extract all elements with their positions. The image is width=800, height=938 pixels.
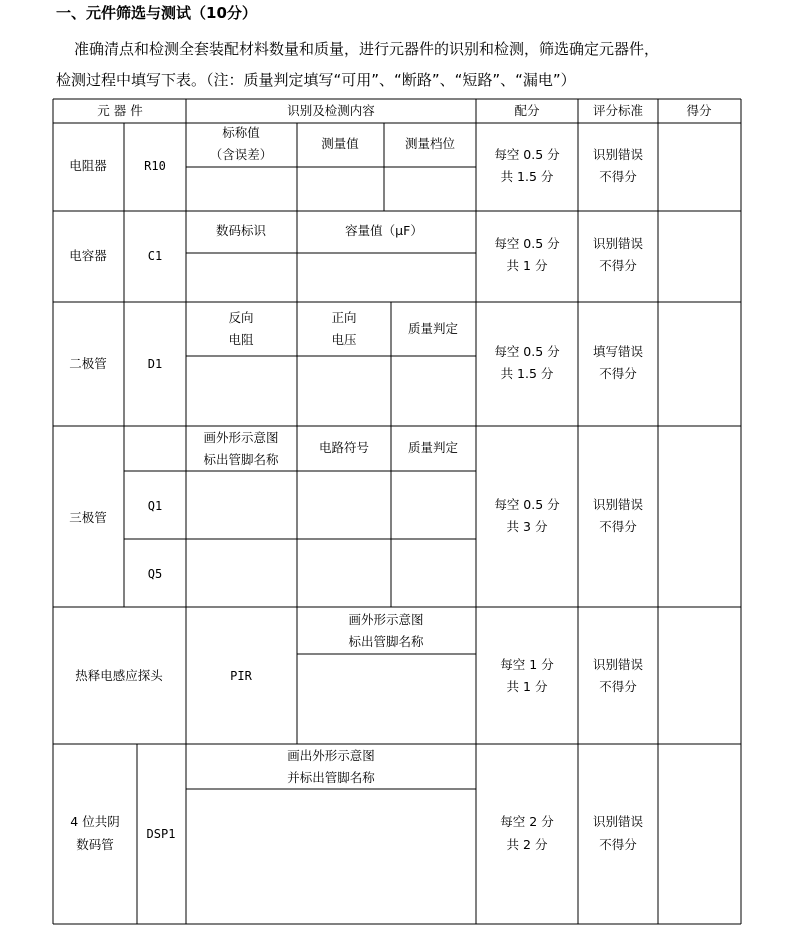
resistor-ref: R10 (144, 159, 166, 173)
header-got: 得分 (686, 103, 712, 118)
transistor-score2: 共 3 分 (506, 519, 548, 534)
pir-score2: 共 1 分 (506, 679, 548, 694)
pir-ref: PIR (230, 669, 252, 683)
instruction-line-2: 检测过程中填写下表。（注：质量判定填写“可用”、“断路”、“短路”、“漏电”） (56, 71, 576, 89)
display-name-1: 4 位共阴 (70, 814, 120, 829)
transistor-crit1: 识别错误 (592, 497, 644, 512)
transistor-col3: 质量判定 (407, 440, 459, 455)
resistor-col3: 测量档位 (404, 136, 456, 151)
pir-col1a: 画外形示意图 (348, 612, 424, 627)
transistor-name: 三极管 (69, 510, 107, 525)
instruction-line-1: 准确清点和检测全套装配材料数量和质量，进行元器件的识别和检测，筛选确定元器件， (74, 40, 660, 58)
header-component: 元 器 件 (97, 103, 143, 118)
diode-crit2: 不得分 (599, 366, 637, 381)
transistor-col2: 电路符号 (318, 440, 370, 455)
capacitor-col2: 容量值（μF） (345, 223, 423, 238)
header-score: 配分 (514, 103, 540, 118)
diode-score1: 每空 0.5 分 (494, 344, 560, 359)
capacitor-col1: 数码标识 (215, 223, 267, 238)
transistor-score1: 每空 0.5 分 (494, 497, 560, 512)
transistor-ref-q1: Q1 (147, 499, 163, 513)
resistor-col1: 标称值 (222, 125, 260, 140)
display-crit1: 识别错误 (592, 814, 644, 829)
transistor-crit2: 不得分 (599, 519, 637, 534)
capacitor-ref: C1 (147, 249, 163, 263)
resistor-name: 电阻器 (69, 158, 107, 173)
display-name-2: 数码管 (76, 837, 114, 852)
display-crit2: 不得分 (599, 837, 637, 852)
resistor-score2: 共 1.5 分 (500, 169, 554, 184)
display-col1b: 并标出管脚名称 (287, 770, 375, 785)
header-criteria: 评分标准 (592, 103, 644, 118)
transistor-col1a: 画外形示意图 (203, 430, 279, 445)
capacitor-score1: 每空 0.5 分 (494, 236, 560, 251)
capacitor-crit1: 识别错误 (592, 236, 644, 251)
resistor-crit1: 识别错误 (592, 147, 644, 162)
display-col1a: 画出外形示意图 (287, 748, 375, 763)
diode-col1b: 电阻 (228, 332, 254, 347)
diode-col2a: 正向 (331, 310, 357, 325)
pir-crit1: 识别错误 (592, 657, 644, 672)
display-ref: DSP1 (146, 827, 176, 841)
pir-score1: 每空 1 分 (500, 657, 554, 672)
capacitor-score2: 共 1 分 (506, 258, 548, 273)
transistor-ref-q5: Q5 (147, 567, 163, 581)
header-inspection: 识别及检测内容 (287, 103, 375, 118)
diode-col2b: 电压 (331, 332, 357, 347)
capacitor-name: 电容器 (69, 248, 107, 263)
diode-name: 二极管 (69, 356, 107, 371)
resistor-score1: 每空 0.5 分 (494, 147, 560, 162)
transistor-col1b: 标出管脚名称 (203, 452, 279, 467)
diode-score2: 共 1.5 分 (500, 366, 554, 381)
capacitor-crit2: 不得分 (599, 258, 637, 273)
display-score1: 每空 2 分 (500, 814, 554, 829)
pir-name: 热释电感应探头 (75, 668, 163, 683)
section-heading: 一、元件筛选与测试（10分） (56, 4, 257, 22)
diode-ref: D1 (147, 357, 163, 371)
resistor-col1b: （含误差） (209, 147, 273, 162)
diode-col1a: 反向 (228, 310, 254, 325)
resistor-crit2: 不得分 (599, 169, 637, 184)
pir-col1b: 标出管脚名称 (348, 634, 424, 649)
diode-col3: 质量判定 (407, 321, 459, 336)
pir-crit2: 不得分 (599, 679, 637, 694)
resistor-col2: 测量值 (321, 136, 359, 151)
display-score2: 共 2 分 (506, 837, 548, 852)
diode-crit1: 填写错误 (592, 344, 644, 359)
